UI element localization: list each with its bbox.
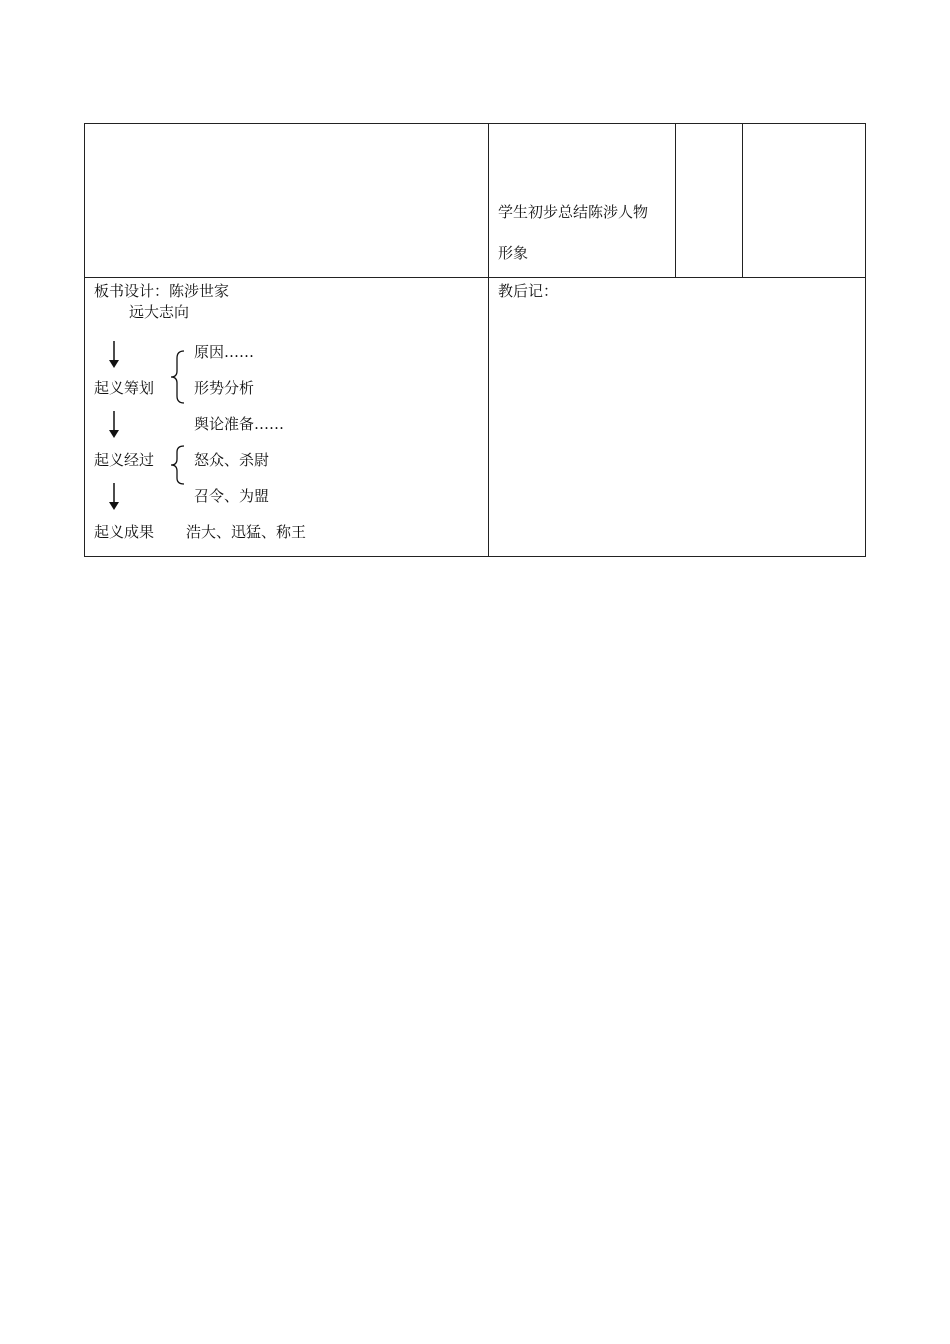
board-stage-result: 起义成果 xyxy=(94,523,155,541)
student-activity-text-cont: 形象 xyxy=(498,244,529,262)
board-stage-process: 起义经过 xyxy=(94,451,155,469)
table-border-left xyxy=(84,123,85,557)
board-ambition: 远大志向 xyxy=(129,303,190,321)
table-row-divider xyxy=(84,277,866,278)
arrow-down-icon xyxy=(104,482,124,512)
brace-icon xyxy=(168,349,186,405)
board-planning-item: 舆论准备…… xyxy=(194,415,285,433)
brace-icon xyxy=(168,444,186,486)
table-border-bottom xyxy=(84,556,866,557)
board-design-title: 板书设计：陈涉世家 xyxy=(94,282,230,300)
board-planning-item: 形势分析 xyxy=(194,379,255,397)
table-col-divider-main xyxy=(488,123,489,557)
table-col-divider-2 xyxy=(675,123,676,278)
student-activity-text: 学生初步总结陈涉人物 xyxy=(498,203,649,221)
board-planning-item: 原因…… xyxy=(194,343,255,361)
table-border-top xyxy=(84,123,866,124)
board-process-item: 怒众、杀尉 xyxy=(194,451,270,469)
board-result-text: 浩大、迅猛、称王 xyxy=(186,523,307,541)
arrow-down-icon xyxy=(104,340,124,370)
table-col-divider-3 xyxy=(742,123,743,278)
reflection-title: 教后记： xyxy=(498,282,559,300)
board-stage-planning: 起义筹划 xyxy=(94,379,155,397)
arrow-down-icon xyxy=(104,410,124,440)
board-process-item: 召令、为盟 xyxy=(194,487,270,505)
table-border-right xyxy=(865,123,866,557)
